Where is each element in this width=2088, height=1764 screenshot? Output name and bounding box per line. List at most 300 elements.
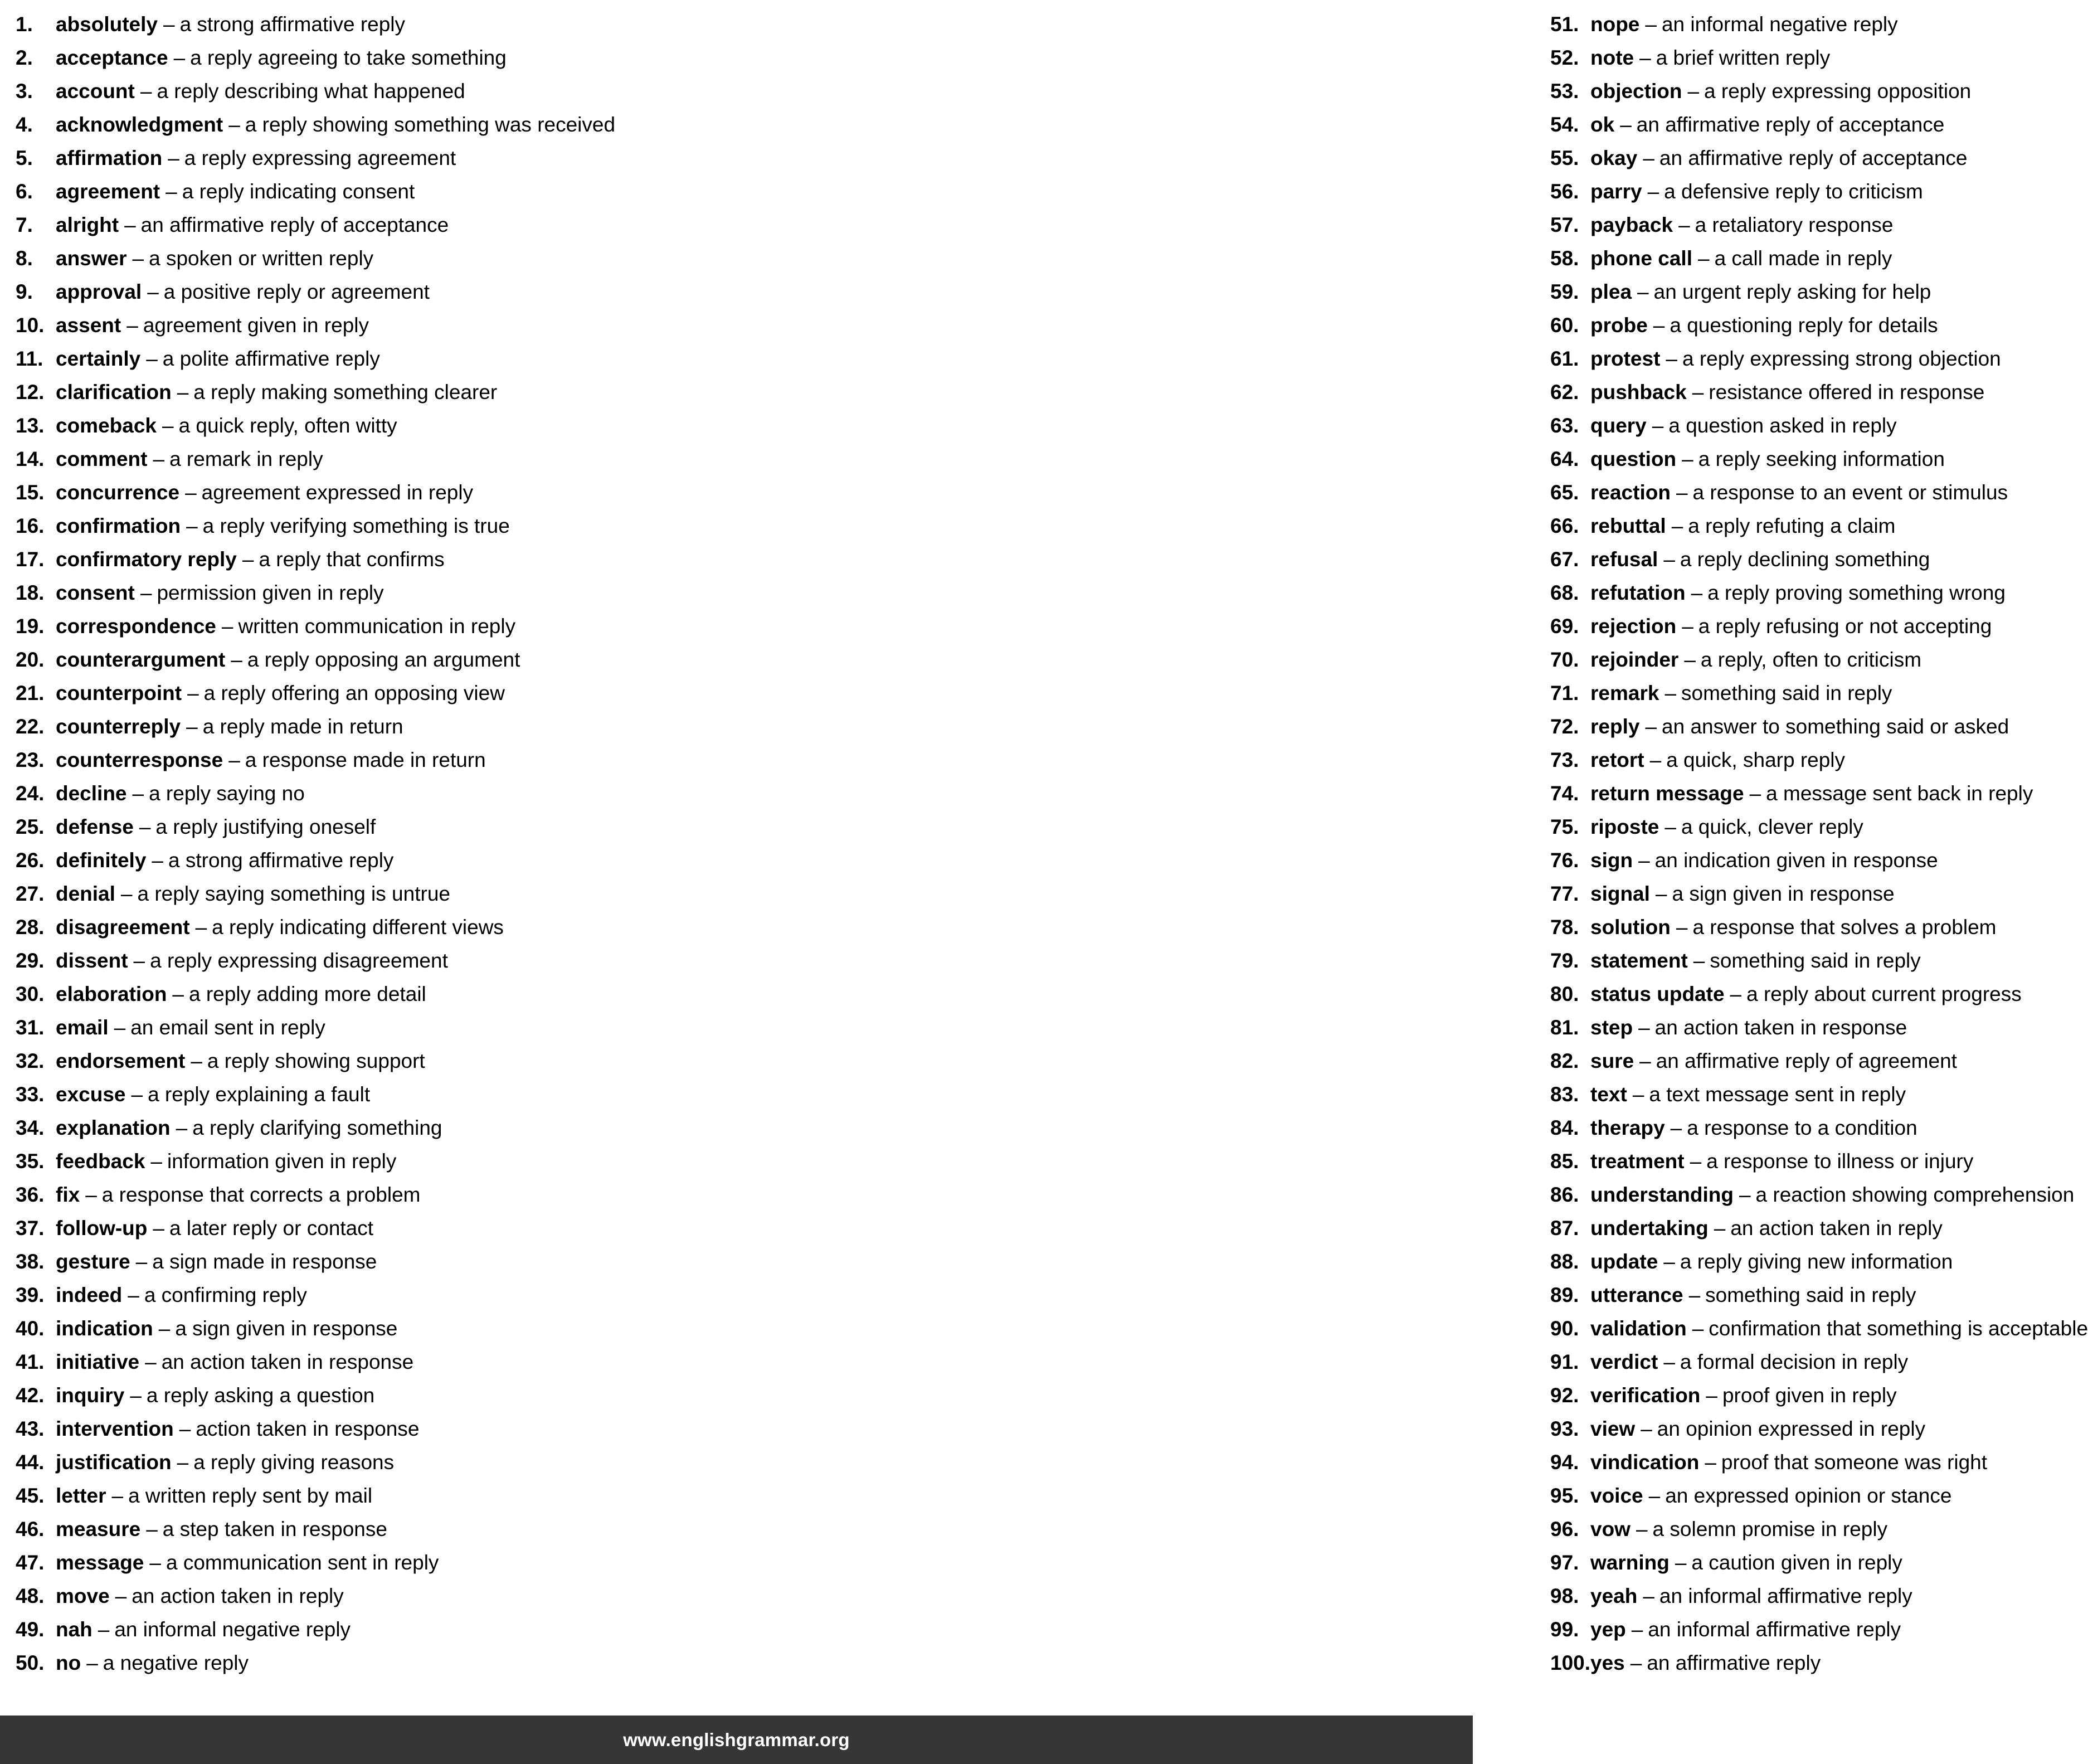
list-item bbox=[16, 1312, 769, 1345]
list-item-term: approval bbox=[56, 280, 142, 303]
list-item bbox=[16, 1379, 769, 1412]
list-item-separator: – bbox=[132, 247, 144, 270]
list-item-number: 78. bbox=[1550, 916, 1579, 939]
list-item-definition: a reply saying something is untrue bbox=[137, 882, 450, 905]
list-item-number: 6. bbox=[16, 180, 33, 203]
list-item-definition: a brief written reply bbox=[1656, 46, 1831, 69]
list-item-term: validation bbox=[1590, 1317, 1687, 1340]
list-item bbox=[16, 1178, 769, 1212]
list-item-separator: – bbox=[1649, 749, 1662, 771]
list-item bbox=[16, 1613, 769, 1646]
list-item-separator: – bbox=[1638, 849, 1650, 872]
list-item-term: verification bbox=[1590, 1384, 1701, 1407]
list-item-term: refutation bbox=[1590, 581, 1686, 604]
list-item-definition: a formal decision in reply bbox=[1680, 1350, 1909, 1373]
list-item bbox=[16, 8, 769, 41]
list-item-number: 12. bbox=[16, 381, 45, 404]
list-item-separator: – bbox=[1739, 1183, 1751, 1206]
list-item bbox=[16, 41, 769, 75]
list-item-definition: a positive reply or agreement bbox=[163, 280, 430, 303]
list-item-number: 31. bbox=[16, 1016, 45, 1039]
list-item-term: payback bbox=[1590, 213, 1673, 236]
list-item-term: probe bbox=[1590, 314, 1648, 337]
list-item-number: 26. bbox=[16, 849, 45, 872]
list-item bbox=[16, 509, 769, 543]
list-item bbox=[16, 142, 769, 175]
list-item-definition: a reply indicating different views bbox=[212, 916, 504, 939]
list-item-definition: a reply refusing or not accepting bbox=[1698, 615, 1992, 638]
list-item-definition: a reply proving something wrong bbox=[1707, 581, 2006, 604]
list-item-term: feedback bbox=[56, 1150, 145, 1173]
list-item-term: endorsement bbox=[56, 1049, 186, 1072]
list-item-separator: – bbox=[1688, 1284, 1701, 1306]
list-item-separator: – bbox=[1652, 414, 1664, 437]
list-item-number: 35. bbox=[16, 1150, 45, 1173]
list-item-number: 96. bbox=[1550, 1518, 1579, 1541]
list-item-term: clarification bbox=[56, 381, 172, 404]
list-item-number: 64. bbox=[1550, 448, 1579, 470]
list-item-definition: a defensive reply to criticism bbox=[1664, 180, 1923, 203]
list-item-separator: – bbox=[1664, 815, 1676, 838]
list-item-number: 45. bbox=[16, 1484, 45, 1507]
list-item-number: 74. bbox=[1550, 782, 1579, 805]
list-item-definition: a reply expressing opposition bbox=[1704, 80, 1972, 103]
list-item-number: 44. bbox=[16, 1451, 45, 1474]
word-list-column-left bbox=[0, 0, 769, 1680]
list-item-separator: – bbox=[1687, 80, 1700, 103]
list-item-separator: – bbox=[1682, 615, 1693, 638]
list-item bbox=[16, 409, 769, 443]
list-item-number: 49. bbox=[16, 1618, 45, 1641]
list-item-separator: – bbox=[168, 147, 179, 169]
list-item-definition: a response to a condition bbox=[1687, 1116, 1917, 1139]
list-item-separator: – bbox=[176, 1116, 188, 1139]
list-item bbox=[16, 543, 769, 576]
list-item-definition: a polite affirmative reply bbox=[162, 347, 380, 370]
list-item-number: 67. bbox=[1550, 548, 1579, 571]
list-item-number: 36. bbox=[16, 1183, 45, 1206]
list-item-definition: a response to illness or injury bbox=[1706, 1150, 1974, 1173]
list-item-definition: a later reply or contact bbox=[169, 1217, 374, 1240]
list-item-separator: – bbox=[179, 1417, 191, 1440]
list-item-term: verdict bbox=[1590, 1350, 1658, 1373]
list-item bbox=[16, 1111, 769, 1145]
list-item-definition: a question asked in reply bbox=[1668, 414, 1897, 437]
list-item-term: counterargument bbox=[56, 648, 226, 671]
list-item bbox=[16, 911, 769, 944]
list-item-term: no bbox=[56, 1651, 81, 1674]
list-item bbox=[16, 1245, 769, 1279]
list-item bbox=[16, 1078, 769, 1111]
list-item-definition: an action taken in response bbox=[1654, 1016, 1907, 1039]
list-item-number: 98. bbox=[1550, 1585, 1579, 1607]
list-item-term: counterpoint bbox=[56, 682, 182, 704]
list-item-term: reaction bbox=[1590, 481, 1671, 504]
list-item-definition: an answer to something said or asked bbox=[1662, 715, 2009, 738]
list-item-definition: a remark in reply bbox=[169, 448, 323, 470]
list-item-separator: – bbox=[153, 448, 165, 470]
list-item-separator: – bbox=[131, 1083, 143, 1106]
list-item-term: confirmatory reply bbox=[56, 548, 237, 571]
list-item-number: 69. bbox=[1550, 615, 1579, 638]
list-item-definition: a quick, clever reply bbox=[1681, 815, 1863, 838]
list-item-definition: a reply giving new information bbox=[1680, 1250, 1953, 1273]
list-item-term: vow bbox=[1590, 1518, 1631, 1541]
list-item-separator: – bbox=[111, 1484, 124, 1507]
list-item-separator: – bbox=[120, 882, 133, 905]
list-item-term: email bbox=[56, 1016, 109, 1039]
list-item-separator: – bbox=[1641, 1417, 1652, 1440]
list-item-number: 97. bbox=[1550, 1551, 1579, 1574]
list-item-definition: a reply asking a question bbox=[146, 1384, 375, 1407]
list-item-separator: – bbox=[231, 648, 242, 671]
list-item-term: understanding bbox=[1590, 1183, 1734, 1206]
list-item-term: warning bbox=[1590, 1551, 1670, 1574]
list-item-number: 89. bbox=[1550, 1284, 1579, 1306]
list-item-term: question bbox=[1590, 448, 1677, 470]
list-item-definition: a strong affirmative reply bbox=[179, 13, 406, 36]
list-item-definition: an informal negative reply bbox=[1661, 13, 1898, 36]
list-item-term: phone call bbox=[1590, 247, 1692, 270]
list-item-number: 65. bbox=[1550, 481, 1579, 504]
list-item-number: 84. bbox=[1550, 1116, 1579, 1139]
list-item-number: 91. bbox=[1550, 1350, 1579, 1373]
list-item-number: 50. bbox=[16, 1651, 45, 1674]
list-item-term: intervention bbox=[56, 1417, 174, 1440]
list-item-number: 62. bbox=[1550, 381, 1579, 404]
list-item-definition: a reply making something clearer bbox=[193, 381, 498, 404]
list-item-number: 10. bbox=[16, 314, 45, 337]
list-item-separator: – bbox=[114, 1016, 126, 1039]
list-item-separator: – bbox=[149, 1551, 161, 1574]
list-item-number: 1. bbox=[16, 13, 33, 36]
list-item-number: 4. bbox=[16, 113, 33, 136]
list-item-separator: – bbox=[1691, 581, 1703, 604]
list-item-number: 8. bbox=[16, 247, 33, 270]
list-item-definition: a written reply sent by mail bbox=[128, 1484, 373, 1507]
list-item-definition: proof given in reply bbox=[1722, 1384, 1897, 1407]
list-item-separator: – bbox=[1690, 1150, 1702, 1173]
list-item-term: rebuttal bbox=[1590, 514, 1666, 537]
list-item-separator: – bbox=[1676, 916, 1688, 939]
list-item-definition: something said in reply bbox=[1681, 682, 1892, 704]
list-item-term: disagreement bbox=[56, 916, 190, 939]
list-item-definition: agreement given in reply bbox=[143, 314, 369, 337]
list-item-number: 59. bbox=[1550, 280, 1579, 303]
list-item-definition: a response made in return bbox=[245, 749, 486, 771]
list-item-number: 76. bbox=[1550, 849, 1579, 872]
list-item-definition: a call made in reply bbox=[1714, 247, 1892, 270]
list-item-term: fix bbox=[56, 1183, 80, 1206]
list-item-number: 82. bbox=[1550, 1049, 1579, 1072]
list-item-term: voice bbox=[1590, 1484, 1643, 1507]
list-item-separator: – bbox=[1663, 1250, 1675, 1273]
list-item bbox=[16, 576, 769, 610]
list-item-separator: – bbox=[1648, 1484, 1661, 1507]
list-item-definition: a negative reply bbox=[103, 1651, 249, 1674]
list-item-term: reply bbox=[1590, 715, 1640, 738]
list-item-separator: – bbox=[135, 1250, 148, 1273]
list-item-number: 93. bbox=[1550, 1417, 1579, 1440]
list-item-definition: action taken in response bbox=[196, 1417, 420, 1440]
list-item-number: 71. bbox=[1550, 682, 1579, 704]
list-item-term: return message bbox=[1590, 782, 1744, 805]
list-item-definition: information given in reply bbox=[167, 1150, 397, 1173]
list-item-definition: something said in reply bbox=[1710, 949, 1921, 972]
list-item bbox=[16, 677, 769, 710]
list-item-separator: – bbox=[1666, 347, 1677, 370]
list-item-term: rejoinder bbox=[1590, 648, 1679, 671]
list-item-term: definitely bbox=[56, 849, 147, 872]
list-item-separator: – bbox=[147, 280, 159, 303]
list-item-definition: a message sent back in reply bbox=[1766, 782, 2033, 805]
list-item-definition: a reply adding more detail bbox=[189, 983, 426, 1005]
list-item-separator: – bbox=[1655, 882, 1667, 905]
list-item-number: 24. bbox=[16, 782, 45, 805]
list-item-number: 52. bbox=[1550, 46, 1579, 69]
list-item-term: acceptance bbox=[56, 46, 168, 69]
list-item-term: ok bbox=[1590, 113, 1615, 136]
list-item-separator: – bbox=[1620, 113, 1632, 136]
list-item-definition: an affirmative reply of acceptance bbox=[140, 213, 449, 236]
list-item-definition: a reply offering an opposing view bbox=[203, 682, 505, 704]
list-item-definition: a reply showing something was received bbox=[245, 113, 616, 136]
list-item-separator: – bbox=[1643, 1585, 1654, 1607]
list-item-term: correspondence bbox=[56, 615, 216, 638]
list-item-number: 88. bbox=[1550, 1250, 1579, 1273]
list-item-separator: – bbox=[1638, 1016, 1650, 1039]
list-item-definition: an action taken in reply bbox=[1730, 1217, 1943, 1240]
list-item-separator: – bbox=[1693, 949, 1705, 972]
list-item bbox=[16, 1279, 769, 1312]
list-item-separator: – bbox=[124, 213, 136, 236]
list-item-number: 23. bbox=[16, 749, 45, 771]
list-item-term: remark bbox=[1590, 682, 1659, 704]
list-item-separator: – bbox=[186, 715, 198, 738]
list-item-term: parry bbox=[1590, 180, 1642, 203]
list-item-separator: – bbox=[86, 1651, 98, 1674]
list-item-number: 90. bbox=[1550, 1317, 1579, 1340]
list-item-definition: a reply seeking information bbox=[1698, 448, 1945, 470]
list-item-definition: an informal affirmative reply bbox=[1659, 1585, 1912, 1607]
list-item-term: account bbox=[56, 80, 135, 103]
list-item bbox=[16, 1011, 769, 1044]
list-item bbox=[16, 1345, 769, 1379]
list-item bbox=[16, 1513, 769, 1546]
list-item-number: 13. bbox=[16, 414, 45, 437]
list-item bbox=[16, 1546, 769, 1580]
list-item-separator: – bbox=[1664, 682, 1677, 704]
list-item-number: 30. bbox=[16, 983, 45, 1005]
list-item-term: protest bbox=[1590, 347, 1661, 370]
list-item-separator: – bbox=[228, 113, 240, 136]
footer-website-url[interactable]: www.englishgrammar.org bbox=[623, 1729, 850, 1750]
list-item-definition: a reaction showing comprehension bbox=[1755, 1183, 2075, 1206]
list-item-number: 20. bbox=[16, 648, 45, 671]
list-item-term: pushback bbox=[1590, 381, 1687, 404]
list-item-term: counterresponse bbox=[56, 749, 223, 771]
list-item bbox=[16, 1580, 769, 1613]
list-item-number: 63. bbox=[1550, 414, 1579, 437]
list-item-separator: – bbox=[1714, 1217, 1726, 1240]
list-item-term: message bbox=[56, 1551, 144, 1574]
list-item-number: 2. bbox=[16, 46, 33, 69]
list-item-separator: – bbox=[1639, 1049, 1651, 1072]
list-item-term: update bbox=[1590, 1250, 1658, 1273]
list-item-separator: – bbox=[191, 1049, 202, 1072]
list-item-definition: an informal affirmative reply bbox=[1648, 1618, 1901, 1641]
list-item-term: yes bbox=[1590, 1651, 1625, 1674]
list-item-number: 7. bbox=[16, 213, 33, 236]
list-item-number: 92. bbox=[1550, 1384, 1579, 1407]
list-item bbox=[16, 75, 769, 108]
list-item-definition: a response to an event or stimulus bbox=[1692, 481, 2008, 504]
list-item-term: nah bbox=[56, 1618, 93, 1641]
list-item bbox=[16, 877, 769, 911]
list-item-definition: a sign given in response bbox=[1672, 882, 1895, 905]
list-item-separator: – bbox=[140, 80, 152, 103]
list-item-separator: – bbox=[1647, 180, 1659, 203]
list-item-term: elaboration bbox=[56, 983, 167, 1005]
list-item-term: solution bbox=[1590, 916, 1671, 939]
list-item-term: indeed bbox=[56, 1284, 123, 1306]
list-item bbox=[16, 208, 769, 242]
list-item-term: statement bbox=[1590, 949, 1688, 972]
list-item-separator: – bbox=[158, 1317, 171, 1340]
list-item-term: yep bbox=[1590, 1618, 1626, 1641]
list-item-number: 28. bbox=[16, 916, 45, 939]
list-item-number: 42. bbox=[16, 1384, 45, 1407]
list-item-definition: an affirmative reply bbox=[1647, 1651, 1821, 1674]
list-item-term: gesture bbox=[56, 1250, 130, 1273]
list-item-definition: a reply explaining a fault bbox=[148, 1083, 371, 1106]
list-item-term: view bbox=[1590, 1417, 1636, 1440]
list-item-separator: – bbox=[242, 548, 254, 571]
list-item-number: 54. bbox=[1550, 113, 1579, 136]
list-item-separator: – bbox=[1749, 782, 1761, 805]
list-item-definition: an action taken in response bbox=[161, 1350, 414, 1373]
list-item-term: vindication bbox=[1590, 1451, 1700, 1474]
list-item-separator: – bbox=[186, 514, 198, 537]
list-item-term: denial bbox=[56, 882, 115, 905]
list-item-separator: – bbox=[115, 1585, 127, 1607]
list-item-definition: a reply justifying oneself bbox=[155, 815, 376, 838]
list-item-number: 99. bbox=[1550, 1618, 1579, 1641]
list-item-definition: a retaliatory response bbox=[1695, 213, 1894, 236]
list-item-term: note bbox=[1590, 46, 1634, 69]
list-item-definition: a reply opposing an argument bbox=[247, 648, 520, 671]
list-item-term: move bbox=[56, 1585, 110, 1607]
list-item-separator: – bbox=[1706, 1384, 1717, 1407]
list-item-number: 100. bbox=[1550, 1651, 1591, 1674]
list-item-term: letter bbox=[56, 1484, 106, 1507]
list-item-separator: – bbox=[1630, 1651, 1642, 1674]
list-item bbox=[16, 175, 769, 208]
list-item-definition: resistance offered in response bbox=[1709, 381, 1985, 404]
list-item-term: yeah bbox=[1590, 1585, 1638, 1607]
list-item-term: answer bbox=[56, 247, 127, 270]
list-item-term: objection bbox=[1590, 80, 1682, 103]
list-item-separator: – bbox=[1637, 280, 1649, 303]
list-item-term: undertaking bbox=[1590, 1217, 1709, 1240]
list-item bbox=[16, 108, 769, 142]
list-item-number: 5. bbox=[16, 147, 33, 169]
list-item-number: 3. bbox=[16, 80, 33, 103]
list-item-term: plea bbox=[1590, 280, 1632, 303]
list-item-term: step bbox=[1590, 1016, 1633, 1039]
list-item-definition: an affirmative reply of acceptance bbox=[1636, 113, 1945, 136]
list-item-separator: – bbox=[85, 1183, 97, 1206]
list-item-number: 80. bbox=[1550, 983, 1579, 1005]
list-item-separator: – bbox=[130, 1384, 142, 1407]
list-item-number: 19. bbox=[16, 615, 45, 638]
list-item-separator: – bbox=[132, 782, 144, 805]
list-item-number: 87. bbox=[1550, 1217, 1579, 1240]
list-item-number: 41. bbox=[16, 1350, 45, 1373]
list-item-definition: a response that corrects a problem bbox=[101, 1183, 421, 1206]
list-item-number: 94. bbox=[1550, 1451, 1579, 1474]
list-item-definition: a sign given in response bbox=[175, 1317, 398, 1340]
list-item bbox=[16, 1412, 769, 1446]
list-item-number: 73. bbox=[1550, 749, 1579, 771]
list-item-definition: a quick reply, often witty bbox=[178, 414, 397, 437]
list-item bbox=[16, 476, 769, 509]
list-item-term: decline bbox=[56, 782, 127, 805]
list-item-separator: – bbox=[177, 1451, 189, 1474]
list-item-definition: a caution given in reply bbox=[1691, 1551, 1902, 1574]
list-item-separator: – bbox=[1692, 1317, 1704, 1340]
list-item-separator: – bbox=[153, 1217, 164, 1240]
list-item-number: 48. bbox=[16, 1585, 45, 1607]
list-item-term: alright bbox=[56, 213, 119, 236]
list-item bbox=[16, 242, 769, 275]
list-item-separator: – bbox=[1671, 514, 1683, 537]
list-item-term: dissent bbox=[56, 949, 128, 972]
list-item bbox=[16, 1212, 769, 1245]
list-item-separator: – bbox=[221, 615, 233, 638]
list-item-term: comeback bbox=[56, 414, 157, 437]
list-item-number: 27. bbox=[16, 882, 45, 905]
list-item-term: follow-up bbox=[56, 1217, 148, 1240]
list-item-term: assent bbox=[56, 314, 121, 337]
list-item-separator: – bbox=[140, 581, 152, 604]
list-item-number: 9. bbox=[16, 280, 33, 303]
list-item-number: 55. bbox=[1550, 147, 1579, 169]
list-item-definition: a reply that confirms bbox=[259, 548, 445, 571]
list-item-separator: – bbox=[98, 1618, 110, 1641]
list-item-term: sign bbox=[1590, 849, 1633, 872]
list-item-definition: a text message sent in reply bbox=[1649, 1083, 1906, 1106]
list-item-number: 29. bbox=[16, 949, 45, 972]
list-item-separator: – bbox=[1645, 13, 1657, 36]
list-item-definition: a questioning reply for details bbox=[1670, 314, 1938, 337]
list-item-definition: a reply declining something bbox=[1680, 548, 1930, 571]
list-item-definition: a reply about current progress bbox=[1746, 983, 2022, 1005]
list-item-term: certainly bbox=[56, 347, 141, 370]
list-item-definition: a reply agreeing to take something bbox=[190, 46, 507, 69]
list-item-number: 77. bbox=[1550, 882, 1579, 905]
list-item-number: 68. bbox=[1550, 581, 1579, 604]
footer-bar bbox=[0, 1716, 1473, 1764]
word-list-column-right bbox=[769, 0, 2088, 1680]
list-item-definition: a reply expressing agreement bbox=[184, 147, 456, 169]
list-item-definition: a reply describing what happened bbox=[157, 80, 465, 103]
list-item-separator: – bbox=[146, 1518, 158, 1541]
list-item-number: 16. bbox=[16, 514, 45, 537]
list-item bbox=[16, 376, 769, 409]
list-item-number: 66. bbox=[1550, 514, 1579, 537]
list-item-term: comment bbox=[56, 448, 148, 470]
